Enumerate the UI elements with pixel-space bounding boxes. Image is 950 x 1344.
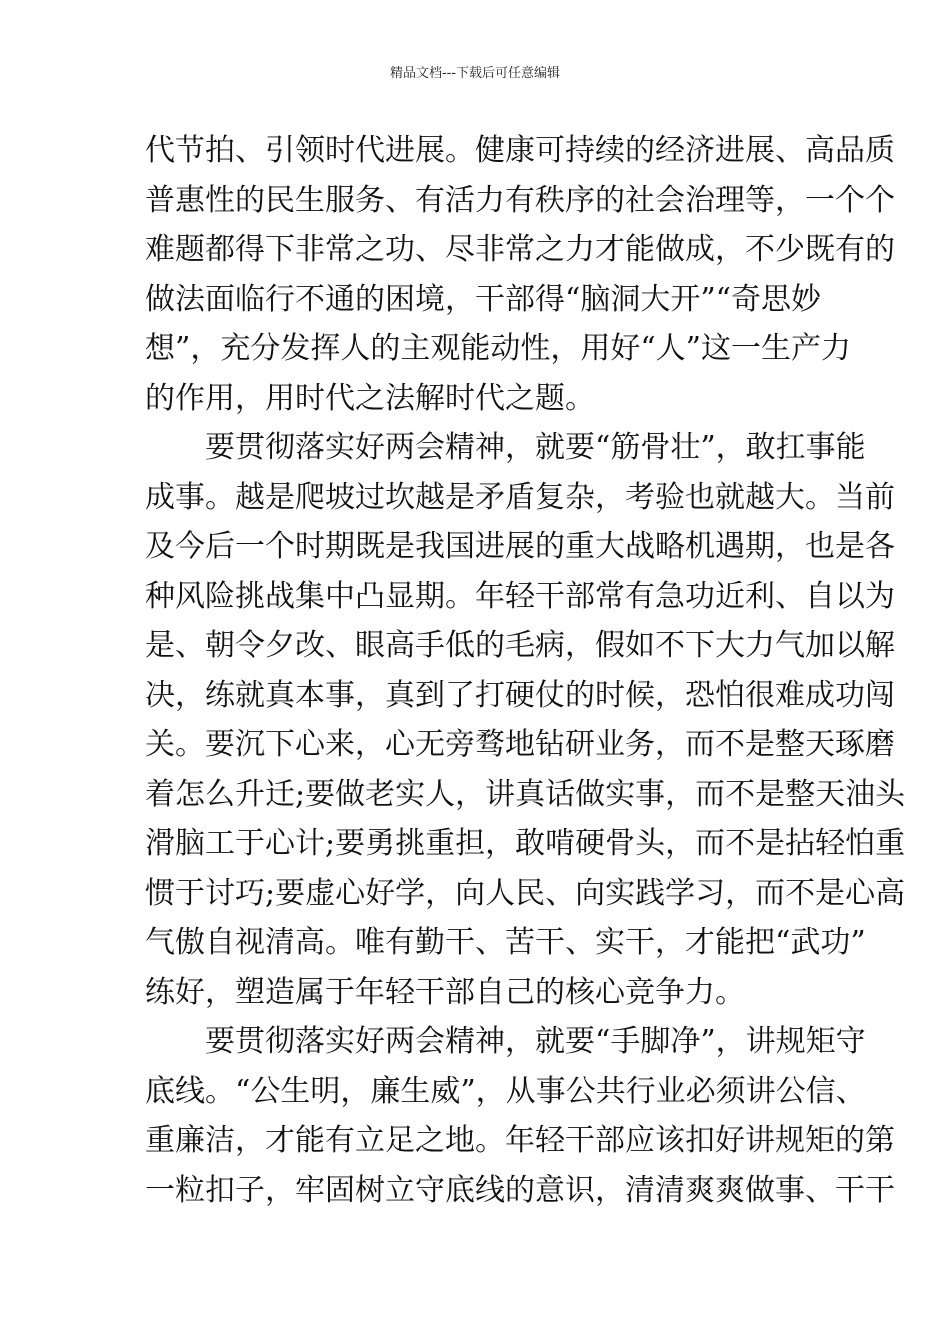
text-line: 做法面临行不通的困境，干部得“脑洞大开”“奇思妙 [145,281,822,317]
text-line: 气傲自视清高。唯有勤干、苦干、实干，才能把“武功” [145,925,866,960]
page-header: 精品文档---下载后可任意编辑 [389,66,561,81]
text-line: 决，练就真本事，真到了打硬仗的时候，恐怕很难成功闯 [145,677,895,713]
text-line: 的作用，用时代之法解时代之题。 [145,380,595,416]
text-line: 是、朝令夕改、眼高手低的毛病，假如不下大力气加以解 [145,628,895,663]
text-line: 关。要沉下心来，心无旁骛地钻研业务，而不是整天琢磨 [145,727,895,762]
text-line: 一粒扣子，牢固树立守底线的意识，清清爽爽做事、干干 [145,1172,895,1208]
document-body [145,126,906,1215]
text-line: 想”，充分发挥人的主观能动性，用好“人”这一生产力 [145,331,852,366]
text-line: 种风险挑战集中凸显期。年轻干部常有急功近利、自以为 [145,578,895,614]
text-line: 难题都得下非常之功、尽非常之力才能做成，不少既有的 [145,232,895,267]
text-line: 成事。越是爬坡过坎越是矛盾复杂，考验也就越大。当前 [145,479,895,515]
text-line: 惯于讨巧;要虚心好学，向人民、向实践学习，而不是心高 [145,875,906,911]
text-line: 普惠性的民生服务、有活力有秩序的社会治理等，一个个 [145,182,895,218]
text-line: 底线。“公生明，廉生威”，从事公共行业必须讲公信、 [145,1073,866,1109]
paragraph-first-line: 要贯彻落实好两会精神，就要“筋骨壮”，敢扛事能 [205,430,866,465]
text-line: 及今后一个时期既是我国进展的重大战略机遇期，也是各 [145,529,895,564]
text-line: 滑脑工于心计;要勇挑重担，敢啃硬骨头，而不是拈轻怕重 [145,826,906,861]
paragraph-first-line: 要贯彻落实好两会精神，就要“手脚净”，讲规矩守 [205,1024,866,1059]
text-line: 代节拍、引领时代进展。健康可持续的经济进展、高品质 [145,133,895,168]
text-line: 着怎么升迁;要做老实人，讲真话做实事，而不是整天油头 [145,776,906,812]
text-line: 重廉洁，才能有立足之地。年轻干部应该扣好讲规矩的第 [145,1123,895,1158]
text-line: 练好，塑造属于年轻干部自己的核心竞争力。 [145,974,745,1010]
